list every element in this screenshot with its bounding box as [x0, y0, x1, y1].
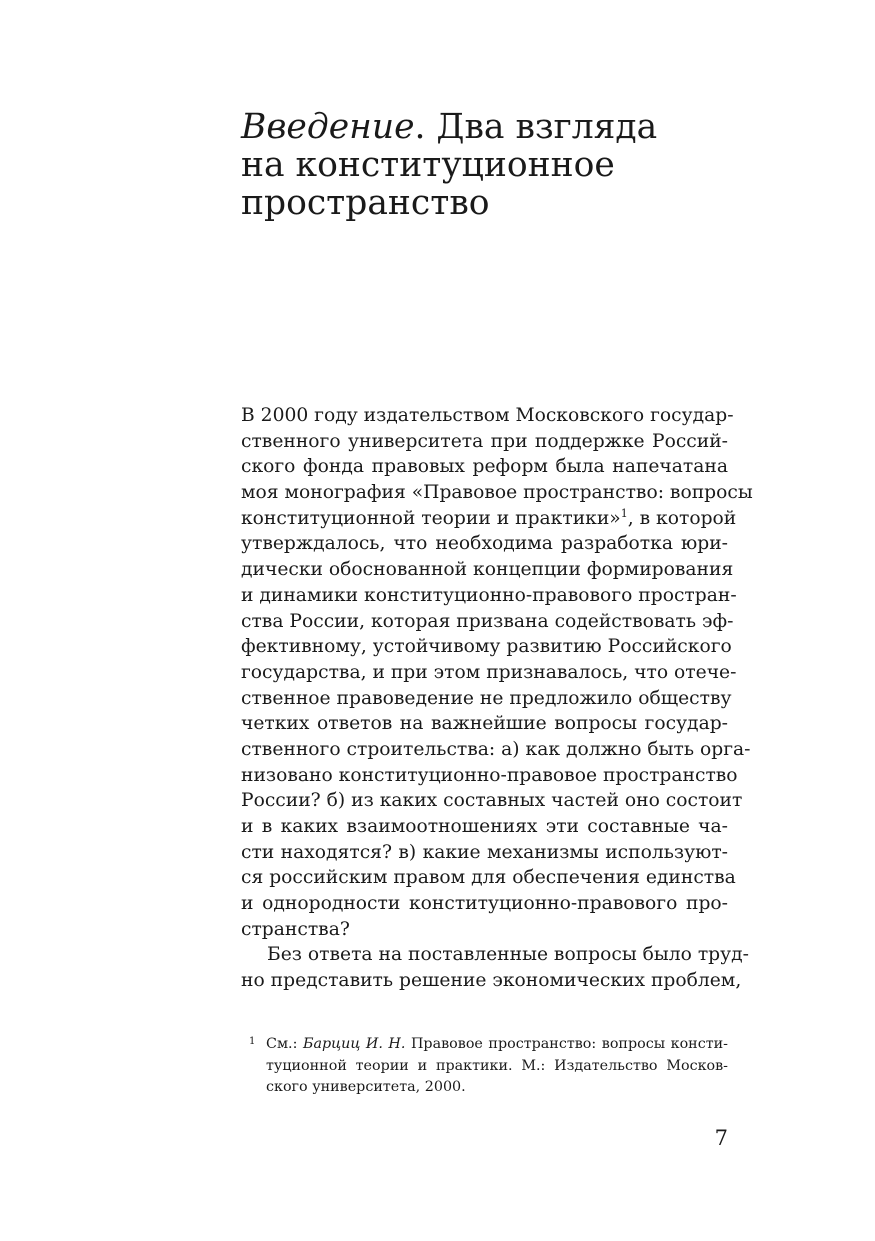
- body-line: и однородности конституционно-правового про-: [241, 893, 728, 915]
- body-text: [241, 403, 753, 994]
- footnote-line: ского университета, 2000.: [266, 1079, 466, 1095]
- body-line: ственного строительства: а) как должно быть орга-: [241, 738, 751, 760]
- body-line: государства, и при этом признавалось, что отече-: [241, 661, 737, 683]
- body-line-paragraph-end: странства?: [241, 918, 350, 940]
- body-line-text: конституционной теории и практики»: [241, 507, 621, 529]
- chapter-title-rest: . Два взгляда: [414, 107, 658, 147]
- body-line: ственное правоведение не предложило обществу: [241, 687, 732, 709]
- chapter-title: [241, 108, 761, 222]
- body-line-text-after-ref: , в которой: [627, 507, 737, 529]
- chapter-title-line-3: пространство: [241, 183, 490, 223]
- body-line: и в каких взаимоотношениях эти составные ча-: [241, 816, 728, 837]
- chapter-title-line-2: на конституционное: [241, 145, 615, 185]
- body-line: фективному, устойчивому развитию Российского: [241, 636, 732, 658]
- body-line: ся российским правом для обеспечения единства: [241, 867, 736, 889]
- footnote-prefix: См.:: [266, 1036, 303, 1052]
- footnote-text: [266, 1034, 728, 1099]
- body-line: моя монография «Правовое пространство: вопросы: [241, 482, 753, 504]
- body-line: низовано конституционно-правовое пространство: [241, 764, 738, 786]
- body-line: ственного университета при поддержке Россий-: [241, 430, 728, 452]
- body-line: и динамики конституционно-правового простран-: [241, 584, 737, 606]
- body-line: ства России, которая призвана содействовать эф-: [241, 610, 734, 632]
- chapter-title-italic: Введение: [241, 107, 415, 147]
- footnote-reference[interactable]: 1: [620, 506, 628, 520]
- footnote-line-rest: Правовое пространство: вопросы консти-: [405, 1036, 728, 1052]
- chapter-title-line-1: [241, 108, 761, 146]
- body-line: дически обоснованной концепции формирования: [241, 559, 734, 581]
- footnote-line: [266, 1034, 728, 1056]
- body-line: но представить решение экономических проблем,: [241, 970, 742, 992]
- body-line: ского фонда правовых реформ была напечатана: [241, 456, 728, 478]
- body-line-with-footnote-ref: [241, 506, 737, 532]
- footnote-line: туционной теории и практики. М.: Издательство Москов-: [266, 1057, 728, 1074]
- footnote-mark: 1: [249, 1036, 256, 1047]
- body-line-paragraph-start: Без ответа на поставленные вопросы было труд-: [267, 944, 749, 966]
- body-line: четких ответов на важнейшие вопросы государ-: [241, 713, 728, 735]
- page-number: 7: [714, 1126, 728, 1150]
- body-line: сти находятся? в) какие механизмы используют-: [241, 841, 728, 863]
- footnote-author: Барциц И. Н.: [302, 1036, 406, 1052]
- body-line: утверждалось, что необходима разработка юри-: [241, 533, 728, 555]
- body-line: В 2000 году издательством Московского государ-: [241, 405, 734, 426]
- body-line: России? б) из каких составных частей оно состоит: [241, 790, 743, 812]
